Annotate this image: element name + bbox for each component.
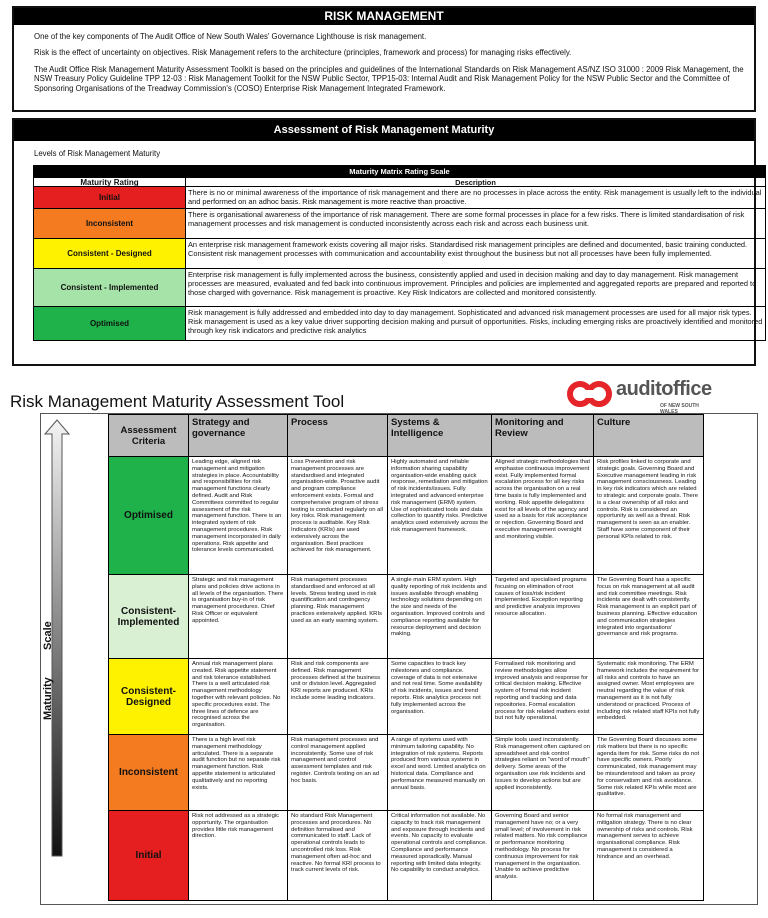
scale-title: Maturity Matrix Rating Scale <box>33 165 766 178</box>
cell-monitoring-review: Aligned strategic methodologies that emphasise continuous improvement exist. Fully implemented formal escalation process for all key risks across the organisation on a real time basis is fully implemented and working. Risk appetite delegations exist for all levels of the agency and used as a basis for risk acceptance or rejection. Governing Board and executive management oversight and monitoring visible. <box>492 457 594 575</box>
intro-paragraph-1: One of the key components of The Audit Office of New South Wales' Governance Lighthouse is risk management. <box>34 32 427 41</box>
risk-management-title: RISK MANAGEMENT <box>14 8 754 25</box>
logo-subtitle: OF NEW SOUTH WALES <box>660 403 699 415</box>
cell-process: Loss Prevention and risk management processes are standardised and integrated organisation-wide. Proactive audit and program compliance enforcement exists. Formal and comprehensive program of stress testing is conducted regularly on all key risks. Risk management process is auditable. Key Risk Indicators (KRIs) are used extensively across the organisation. Best practices achieved for risk management. <box>288 457 388 575</box>
axis-label-scale: Scale <box>42 621 54 650</box>
scale-rating-description: Risk management is fully addressed and embedded into day to day management. Sophisticated and advanced risk management processes are used for all major risk types. Risk management is used as a key value driver supporting decision making and pursuit of opportunities. Risks, including emerging risks are proactively identified and monitored through key risk indicators and predictive risk analytics <box>188 308 763 335</box>
assessment-panel <box>12 118 763 366</box>
tool-row <box>109 659 704 735</box>
header-culture: Culture <box>594 415 704 457</box>
cell-culture: Systematic risk monitoring. The ERM framework includes the requirement for all risks and controls to have an assigned owner. Most employees are neutral regarding the value of risk management as it is not fully understood or practiced. Process of including risk related staff KPIs not fully embedded. <box>594 659 704 735</box>
header-systems-intelligence: Systems & Intelligence <box>388 415 492 457</box>
scale-row <box>33 187 766 209</box>
header-assessment-criteria: Assessment Criteria <box>109 415 189 457</box>
scale-rating-description: There is organisational awareness of the importance of risk management. There are some formal processes in place for a few risks. There is limited standardisation of risk management processes and risk management is conducted inconsistently across each risk and across each business unit. <box>188 210 745 228</box>
cell-culture: No formal risk management and mitigation strategy. There is no clear ownership of risks and controls. Risk management serves to achieve organisational compliance. Risk management is considered a hindrance and an overhead. <box>594 811 704 901</box>
cell-process: No standard Risk Management processes and procedures. No definition formalised and communicated to staff. Lack of operational controls leads to uncontrolled risk loss. Risk management often ad-hoc and reactive. No formal KRI process to track current levels of risk. <box>288 811 388 901</box>
audit-office-logo-icon <box>566 380 614 408</box>
maturity-level-label: Initial <box>109 811 189 901</box>
scale-rating-label: Optimised <box>34 307 186 340</box>
tool-title: Risk Management Maturity Assessment Tool <box>10 392 345 411</box>
cell-systems-intelligence: A single main ERM system. High quality reporting of risk incidents and issues available through enabling technology solutions depending on the size and needs of the organisation. Improved controls and compliance reporting available for resource deployment and decision making. <box>388 575 492 659</box>
tool-row <box>109 735 704 811</box>
tool-row <box>109 457 704 575</box>
risk-management-panel <box>12 6 756 112</box>
col-rating-header: Maturity Rating <box>34 178 186 186</box>
cell-culture: Risk profiles linked to corporate and strategic goals. Governing Board and Executive management leading in risk management consciousness. Leading in key risk indicators which are related to strategic and corporate goals. There is a clear ownership of all risks and controls. Risk is considered an opportunity as well as a threat. Risk management is seen as an enabler. Staff have some component of their personal KPIs related to risk. <box>594 457 704 575</box>
cell-systems-intelligence: Highly automated and reliable information sharing capability organisation-wide enabling quick response, remediation and mitigation of risk incidents/issues. Fully integrated and advanced enterprise risk management (ERM) system. Use of sophisticated tools and data collection to quantify risks. Predictive analytics used extensively across the risk management framework. <box>388 457 492 575</box>
cell-process: Risk management processes and control management applied inconsistently. Some use of risk management and control assessment templates and risk register. Controls testing on an ad hoc basis. <box>288 735 388 811</box>
tool-row <box>109 575 704 659</box>
cell-strategy-governance: Leading edge, aligned risk management and mitigation strategies in place. Accountability and responsibilities for risk management functions clearly defined. Audit and Risk Committees committed to regular assessment of the risk management function. There is an integrated system of risk management procedures. Risk management incorporated in daily operations. Risk appetite and tolerance levels communicated. <box>189 457 288 575</box>
scale-rating-label: Consistent - Implemented <box>34 269 186 306</box>
maturity-rating-scale <box>33 165 766 341</box>
header-strategy-governance: Strategy and governance <box>189 415 288 457</box>
maturity-level-label: Consistent-Implemented <box>109 575 189 659</box>
scale-rating-label: Inconsistent <box>34 209 186 238</box>
intro-paragraph-2: Risk is the effect of uncertainty on objectives. Risk Management refers to the architecture (principles, framework and process) for managing risks effectively. <box>34 48 572 58</box>
audit-office-logo <box>566 378 716 415</box>
scale-rating-description: There is no or minimal awareness of the importance of risk management and there are no processes in place across the entity. Risk management is usually left to the individual and performed on an adhoc basis. Risk management is more reactive than proactive. <box>188 188 762 206</box>
scale-row <box>33 209 766 239</box>
maturity-level-label: Inconsistent <box>109 735 189 811</box>
tool-header-row <box>109 415 704 457</box>
cell-monitoring-review: Targeted and specialised programs focusing on elimination of root causes of loss/risk incident implemented. Exception reporting and predictive analysis improves resource allocation. <box>492 575 594 659</box>
maturity-level-label: Optimised <box>109 457 189 575</box>
col-description-header: Description <box>455 178 496 187</box>
cell-monitoring-review: Simple tools used inconsistently. Risk management often captured on spreadsheet and risk control strategies reliant on "word of mouth" delivery. Some areas of the organisation use risk incidents and issues to develop actions but are applied inconsistently. <box>492 735 594 811</box>
scale-rating-description: Enterprise risk management is fully implemented across the business, consistently applied and used in decision making and day to day management. Risk management processes are measured, evaluated and fed back into continuous improvement. Principles and policies are implemented and aggregated reports are prepared and reported to those charged with governance. Risk management is proactive. Key Risk Indicators are collected and monitored consistently. <box>188 270 757 297</box>
cell-strategy-governance: Annual risk management plans created. Risk appetite statement and risk tolerance established. There is a well articulated risk management methodology together with relevant policies. No specific procedures exist. The three lines of defence are recognised across the organisation. <box>189 659 288 735</box>
scale-rating-label: Consistent - Designed <box>34 239 186 268</box>
levels-label: Levels of Risk Management Maturity <box>34 149 161 158</box>
assessment-title: Assessment of Risk Management Maturity <box>14 120 754 141</box>
scale-row <box>33 269 766 307</box>
maturity-level-label: Consistent-Designed <box>109 659 189 735</box>
scale-rating-description: An enterprise risk management framework exists covering all major risks. Standardised risk management principles are defined and documented, basic training conducted. Consistent risk management processes with communication and accountability exist throughout the business but not all processes have been fully implemented. <box>188 240 748 258</box>
cell-culture: The Governing Board has a specific focus on risk management at all audit and risk committee meetings. Risk incidents are dealt with consistently. Risk management is an explicit part of business planning. Effective education and communication strategies integrated into organisations' governance and risk programs. <box>594 575 704 659</box>
logo-wordmark: auditoffice <box>616 378 712 400</box>
cell-strategy-governance: There is a high level risk management methodology articulated. There is a separate audit function but no separate risk management function. Risk appetite statement is articulated qualitatively and no reporting exists. <box>189 735 288 811</box>
scale-row <box>33 307 766 341</box>
cell-systems-intelligence: Critical information not available. No capacity to track risk management and exposure through incidents and events. No capacity to evaluate operational controls and compliance. Compliance and performance measured sporadically. Manual reporting with limited data integrity. No capability to conduct analytics. <box>388 811 492 901</box>
scale-row <box>33 239 766 269</box>
cell-process: Risk and risk components are defined. Risk management processes defined at the business unit or division level. Aggregated KRI reports are produced. KRIs include some leading indicators. <box>288 659 388 735</box>
cell-process: Risk management processes standardised and enforced at all levels. Stress testing used in risk quantification and contingency planning. Risk management practices extensively applied. KRIs used as an early warning system. <box>288 575 388 659</box>
maturity-scale-axis <box>42 418 82 858</box>
cell-strategy-governance: Strategic and risk management plans and policies drive actions in all levels of the organisation. There is organisation buy-in of risk management procedures. Chief Risk Officer or equivalent appointed. <box>189 575 288 659</box>
intro-paragraph-3: The Audit Office Risk Management Maturity Assessment Toolkit is based on the principles and guidelines of the International Standards on Risk Management AS/NZ ISO 31000 : 2009 Risk Management, the NSW Treasury Policy Guideline TPP 12-03 : Risk Management Toolkit for the NSW Public Sector, TPP15-03: Internal Audit and Risk Management Policy for the NSW Public Sector and the Committee of Sponsoring Organisations of the Treadway Commission's (COSO) Enterprise Risk Management Integrated Framework. <box>34 64 744 93</box>
cell-culture: The Governing Board discusses some risk matters but there is no specific agenda item for risk. Some risks do not have specific owners. Poorly communicated, risk management may be misunderstood and taken as proxy for conservatism and risk avoidance. Some risk related KPIs while most are qualitative. <box>594 735 704 811</box>
assessment-tool-table <box>108 414 704 901</box>
cell-systems-intelligence: A range of systems used with minimum tailoring capability. No integration of risk systems. Reports produced from various systems in excel and word. Limited analytics on historical data. Compliance and performance measured manually on annual basis. <box>388 735 492 811</box>
tool-row <box>109 811 704 901</box>
cell-monitoring-review: Governing Board and senior management have no; or a very small level; of involvement in risk related matters. No risk compliance or performance monitoring methodology. No process for continuous improvement for risk management in the organisation. Unable to achieve predictive analysis. <box>492 811 594 901</box>
cell-systems-intelligence: Some capacities to track key milestones and compliance. coverage of data is not extensive and not real time. Some availability of risk incidents, issues and trend reports. Risk analytics process not fully implemented across the organisation. <box>388 659 492 735</box>
cell-strategy-governance: Risk not addressed as a strategic opportunity. The organisation provides little risk management direction. <box>189 811 288 901</box>
header-monitoring-review: Monitoring and Review <box>492 415 594 457</box>
scale-header-row <box>33 178 766 187</box>
scale-rating-label: Initial <box>34 187 186 208</box>
axis-label-maturity: Maturity <box>42 677 54 720</box>
header-process: Process <box>288 415 388 457</box>
cell-monitoring-review: Formalised risk monitoring and review methodologies allow improved analysis and response for critical decision making. Effective system of formal risk incident reporting and tracking and data repositories. Formal escalation process for risk related matters exist but not fully operational. <box>492 659 594 735</box>
